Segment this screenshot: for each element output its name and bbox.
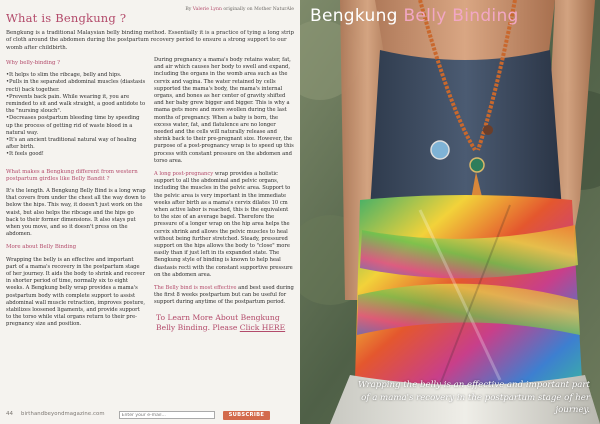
lead-phrase: The Belly bind is most effective — [154, 284, 237, 291]
page-number: 44 — [6, 411, 13, 418]
belly-binding-photo — [300, 0, 600, 424]
list-item: •It's an ancient traditional natural way of healing after birth. — [6, 136, 137, 151]
article-columns — [6, 57, 294, 335]
pull-quote: Wrapping the belly is an effective and important part of a mama's recovery in the postpartum stage of her journey. — [358, 380, 590, 415]
body-text: and best used during the first 8 weeks postpartum but can be useful for support during anytime of the postpartum period. — [154, 284, 294, 306]
photo-title — [310, 6, 594, 26]
lead-phrase: A long post-pregnancy — [154, 170, 214, 177]
article-title: What is Bengkung ? — [6, 10, 127, 25]
site-link[interactable]: birthandbeyondmagazine.com — [21, 411, 105, 418]
different-heading: What makes a Bengkung different from western postpartum girdles like Belly Bandit ? — [6, 168, 138, 182]
why-bullet-list — [6, 72, 146, 158]
byline — [185, 6, 294, 13]
list-item: •It helps to slim the ribcage, belly and hips. — [6, 72, 122, 79]
body-paragraph — [154, 171, 294, 279]
page-footer — [6, 409, 294, 421]
body-paragraph — [154, 285, 294, 307]
cta-line-1: To Learn More About Bengkung — [156, 312, 280, 322]
list-item: •It feels good! — [6, 151, 44, 158]
photo-title-belly-binding: Belly Binding — [403, 6, 519, 26]
subscribe-button[interactable]: SUBSCRIBE — [223, 411, 271, 420]
cta-line-2 — [156, 323, 294, 334]
article-intro: Bengkung is a traditional Malaysian belly binding method. Essentially it is a practice of tying a long strip of cloth around the abdomen during the postpartum recovery period to ensure a strong support to our womb after childbirth. — [6, 30, 294, 51]
learn-more-callout — [154, 313, 294, 334]
click-here-link[interactable]: Click HERE — [239, 323, 286, 333]
article-header — [6, 4, 294, 25]
byline-source: originally on Mother NaturAle — [221, 7, 294, 12]
body-text: wrap provides a holistic support to all the abdominal and pelvic organs, including the muscles in the pelvic area. Support to the pelvic area is very important in the immediate weeks after birth as a mama's cervix dilates 10 cm when active labor is reached, this is the equivalent to the size of an average bagel. Therefore the pressure of a longer wrap on the hip area helps the cervix shrink and allows the pelvic muscles to heal without being further stretched. Steady, pressured support on the hips allows the body to "close" more easily than if just left in its expanded state. The Bengkung style of binding is known to help heal diastasis recti with the constant supportive pressure on the abdomen area. — [154, 170, 293, 278]
email-field[interactable] — [119, 411, 215, 419]
body-paragraph: During pregnancy a mama's body retains water, fat, and air which causes her body to swell and expand, including the organs in the womb area such as the cervix and vagina. The water retained by cells supported the mama's body, the mama's internal organs, and bones as her center of gravity shifted and her baby grew bigger and bigger. This is why a mama gets more and more swollen during the last months of pregnancy. When a baby is born, the excess water, fat, and flatulence are no longer needed and the cells will naturally release and shrink back to their pre-pregnant size. However, the purpose of a post-pregnancy wrap is to speed up this process with constant pressure on the abdomen and torso area. — [154, 56, 294, 164]
more-heading: More about Belly Binding — [6, 244, 77, 251]
list-item: •Pulls in the separated abdominal muscles (diastasis recti) back together. — [6, 79, 146, 93]
article-column-1 — [6, 57, 146, 335]
more-paragraph: Wrapping the belly is an effective and important part of a mama's recovery in the postpartum stage of her journey. It aids the body to shrink and recover in shorter period of time, normally six to eight weeks. A Bengkung belly wrap provides a mama's postpartum body with complete support to assist abdominal wall muscle retraction, improves posture, stabilizes loosened ligaments, and provide support to the torso while vital organs return to their pre-pregnancy size and position. — [6, 256, 146, 328]
article-column-2 — [154, 57, 294, 335]
photo-page — [300, 0, 600, 424]
different-paragraph: It's the length. A Bengkung Belly Bind is a long wrap that covers from under the chest all the way down to below the hips. This way, it doesn't just work on the waist, but also helps the ribcage and the hips go back to their former dimensions. It also stays put when you move, and so it doesn't press on the abdomen. — [6, 187, 146, 238]
cta-prefix: Belly Binding. Please — [156, 323, 240, 333]
byline-prefix: By — [185, 7, 193, 12]
list-item: •Prevents back pain. While wearing it, you are reminded to sit and walk straight, a good antidote to the "nursing slouch". — [6, 93, 146, 115]
photo-title-bengkung: Bengkung — [310, 6, 404, 26]
why-heading: Why belly-binding ? — [6, 59, 61, 66]
byline-author: Valerie Lynn — [192, 7, 222, 12]
list-item: •Decreases postpartum bleeding time by speeding up the process of getting rid of waste blood in a natural way. — [6, 115, 140, 136]
